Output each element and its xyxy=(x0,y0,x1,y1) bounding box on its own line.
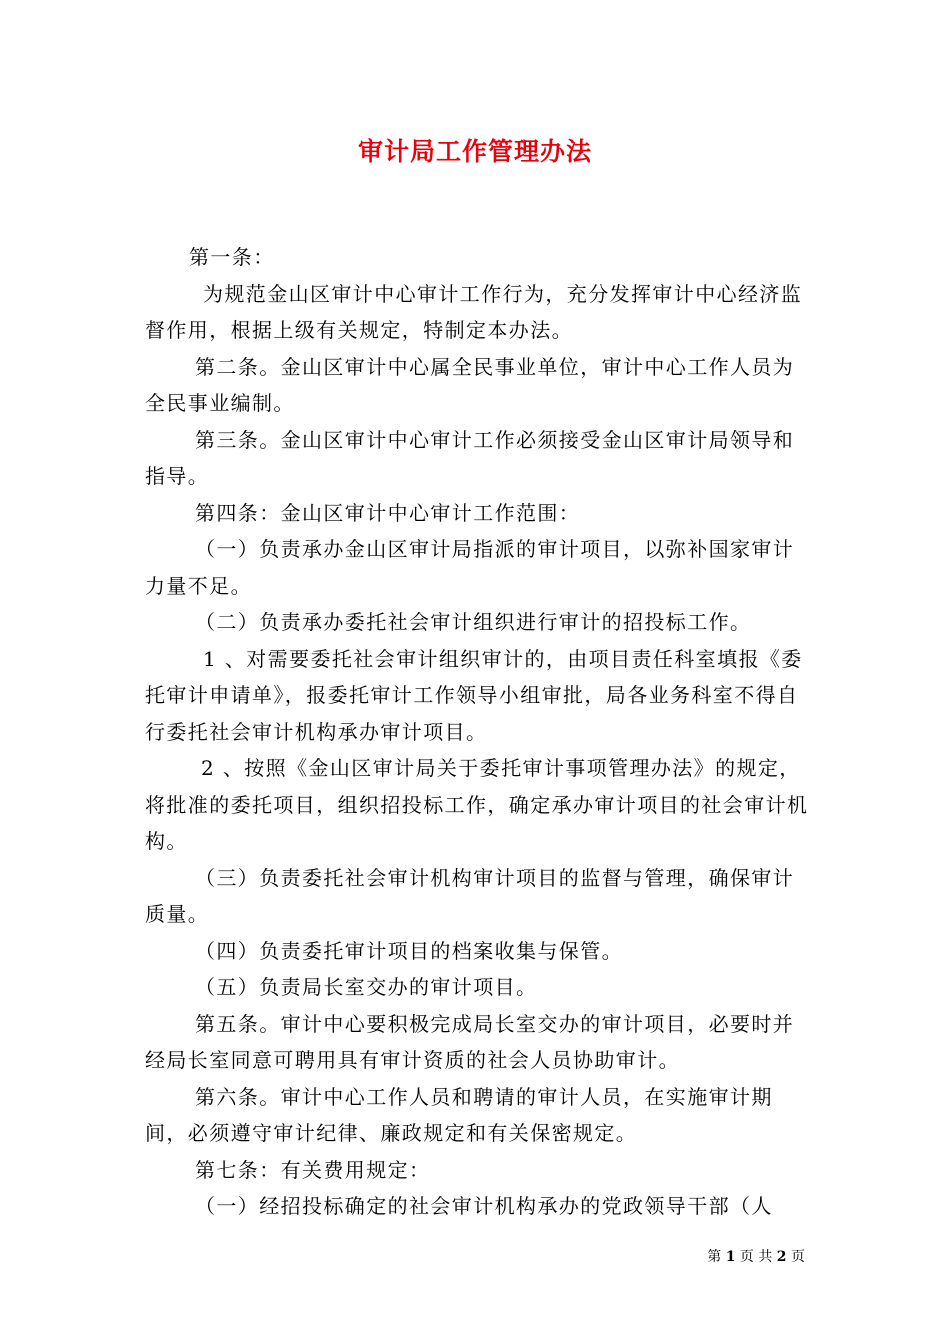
document-title: 审计局工作管理办法 xyxy=(357,137,592,166)
footer-middle: 页 共 xyxy=(739,1249,773,1265)
paragraph: 第五条。审计中心要积极完成局长室交办的审计项目，必要时并经局长室同意可聘用具有审计资质的社会人员协助审计。 xyxy=(145,1011,795,1072)
paragraph: 第一条： xyxy=(189,245,275,269)
paragraph: 第六条。审计中心工作人员和聘请的审计人员，在实施审计期间，必须遵守审计纪律、廉政规定和有关保密规定。 xyxy=(145,1084,773,1145)
document-body xyxy=(145,239,810,1225)
paragraph: （一）负责承办金山区审计局指派的审计项目，以弥补国家审计力量不足。 xyxy=(145,537,795,598)
page-footer xyxy=(0,1246,805,1266)
footer-suffix: 页 xyxy=(791,1249,805,1265)
paragraph: 第七条：有关费用规定： xyxy=(195,1157,431,1182)
paragraph: 2 、按照《金山区审计局关于委托审计事项管理办法》的规定，将批准的委托项目，组织招投标工作，确定承办审计项目的社会审计机构。 xyxy=(145,756,809,853)
paragraph: 1 、对需要委托社会审计组织审计的，由项目责任科室填报《委托审计申请单》，报委托审计工作领导小组审批，局各业务科室不得自行委托社会审计机构承办审计项目。 xyxy=(145,646,803,744)
paragraph: （一）经招投标确定的社会审计机构承办的党政领导干部（人 xyxy=(195,1194,773,1218)
paragraph: （三）负责委托社会审计机构审计项目的监督与管理，确保审计质量。 xyxy=(145,865,795,926)
total-pages-number: 2 xyxy=(776,1249,787,1265)
paragraph: 第三条。金山区审计中心审计工作必须接受金山区审计局领导和指导。 xyxy=(145,427,795,488)
paragraph: 第四条：金山区审计中心审计工作范围： xyxy=(195,500,581,525)
footer-prefix: 第 xyxy=(707,1249,722,1265)
paragraph: （二）负责承办委托社会审计组织进行审计的招投标工作。 xyxy=(195,610,752,634)
paragraph: （五）负责局长室交办的审计项目。 xyxy=(195,975,538,999)
paragraph: 第二条。金山区审计中心属全民事业单位，审计中心工作人员为全民事业编制。 xyxy=(145,354,795,415)
paragraph: （四）负责委托审计项目的档案收集与保管。 xyxy=(195,938,623,963)
current-page-number: 1 xyxy=(725,1249,736,1265)
paragraph: 为规范金山区审计中心审计工作行为，充分发挥审计中心经济监督作用，根据上级有关规定，特制定本办法。 xyxy=(145,281,803,342)
